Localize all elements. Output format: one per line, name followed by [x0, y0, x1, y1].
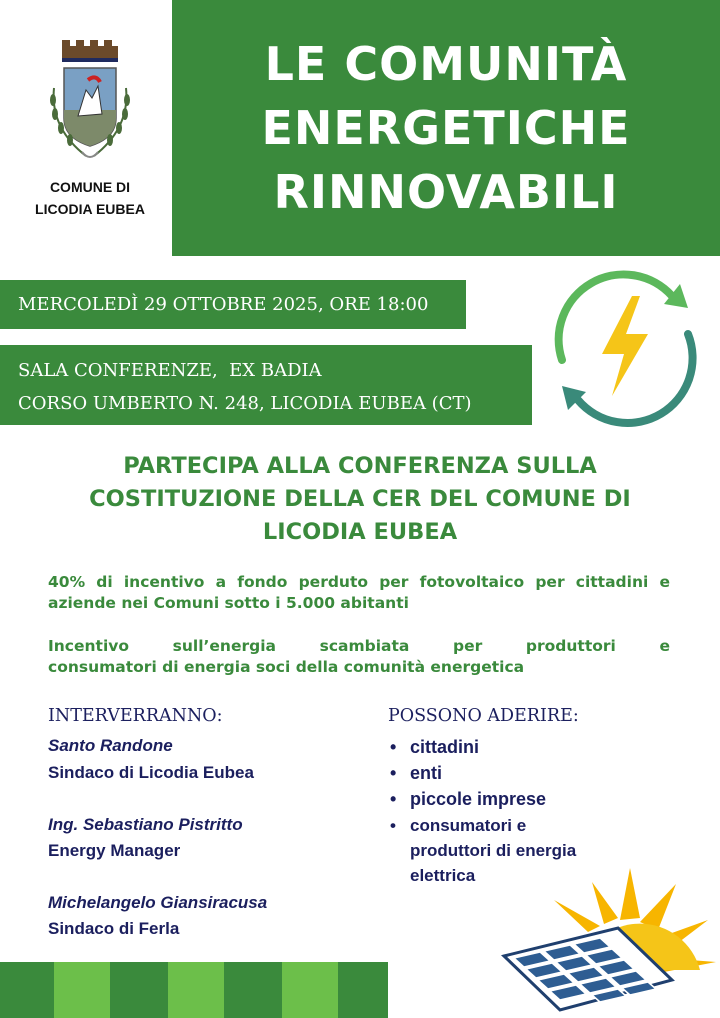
- date-banner: [0, 280, 466, 329]
- page-title: [172, 32, 720, 224]
- incentive-paragraph-2-line-2: consumatori di energia soci della comunità energetica: [48, 658, 525, 676]
- list-item-line: • consumatori e: [410, 816, 527, 835]
- footer-stripe: [224, 962, 282, 1018]
- speakers-heading: INTERVERRANNO:: [48, 706, 223, 726]
- solar-panel-sun-icon: [500, 860, 720, 1018]
- list-item: • cittadini: [388, 735, 648, 760]
- title-line-2: ENERGETICHE: [261, 101, 631, 155]
- speaker-role: Energy Manager: [48, 841, 181, 860]
- incentive-paragraph-2: [48, 636, 670, 678]
- title-line-3: RINNOVABILI: [273, 165, 619, 219]
- footer-stripe: [0, 962, 54, 1018]
- municipality-line-2: LICODIA EUBEA: [35, 201, 145, 217]
- speaker-name: Michelangelo Giansiracusa: [48, 893, 268, 912]
- headline-line-3: LICODIA EUBEA: [262, 519, 458, 545]
- list-item: • enti: [388, 761, 648, 786]
- venue-line-1: SALA CONFERENZE, EX BADIA: [18, 360, 322, 381]
- date-time-text: MERCOLEDÌ 29 OTTOBRE 2025, ORE 18:00: [18, 294, 429, 315]
- word: per: [453, 637, 483, 655]
- footer-stripe: [168, 962, 224, 1018]
- headline: [20, 450, 700, 549]
- venue-line-2: CORSO UMBERTO N. 248, LICODIA EUBEA (CT): [18, 393, 472, 414]
- eligible-heading: POSSONO ADERIRE:: [388, 706, 579, 726]
- headline-line-2: COSTITUZIONE DELLA CER DEL COMUNE DI: [89, 486, 631, 512]
- incentive-paragraph-2-line-1: [48, 636, 670, 657]
- speaker-role: Sindaco di Licodia Eubea: [48, 763, 254, 782]
- speaker-name: Ing. Sebastiano Pistritto: [48, 815, 243, 834]
- headline-line-1: PARTECIPA ALLA CONFERENZA SULLA: [123, 453, 597, 479]
- speaker-name: Santo Randone: [48, 736, 173, 755]
- municipality-name: [0, 176, 180, 220]
- footer-stripe: [282, 962, 338, 1018]
- venue-banner: [0, 345, 532, 425]
- footer-stripe: [110, 962, 168, 1018]
- speaker-role: Sindaco di Ferla: [48, 919, 180, 938]
- word: produttori: [525, 637, 616, 655]
- footer-stripe: [338, 962, 388, 1018]
- word: Incentivo: [48, 637, 130, 655]
- incentive-paragraph-1: 40% di incentivo a fondo perduto per fotovoltaico per cittadini e aziende nei Comuni sotto i 5.000 abitanti: [48, 573, 670, 612]
- renewable-cycle-icon: [540, 262, 710, 432]
- word: e: [659, 637, 670, 655]
- word: scambiata: [319, 637, 410, 655]
- municipality-line-1: COMUNE DI: [49, 179, 131, 195]
- title-line-1: LE COMUNITÀ: [264, 37, 628, 91]
- word: sull’energia: [172, 637, 276, 655]
- list-item-line: produttori di energia: [410, 841, 577, 860]
- footer-stripe: [54, 962, 110, 1018]
- list-item-line: elettrica: [410, 866, 476, 885]
- municipal-crest-icon: [40, 38, 140, 168]
- list-item: • piccole imprese: [388, 787, 648, 812]
